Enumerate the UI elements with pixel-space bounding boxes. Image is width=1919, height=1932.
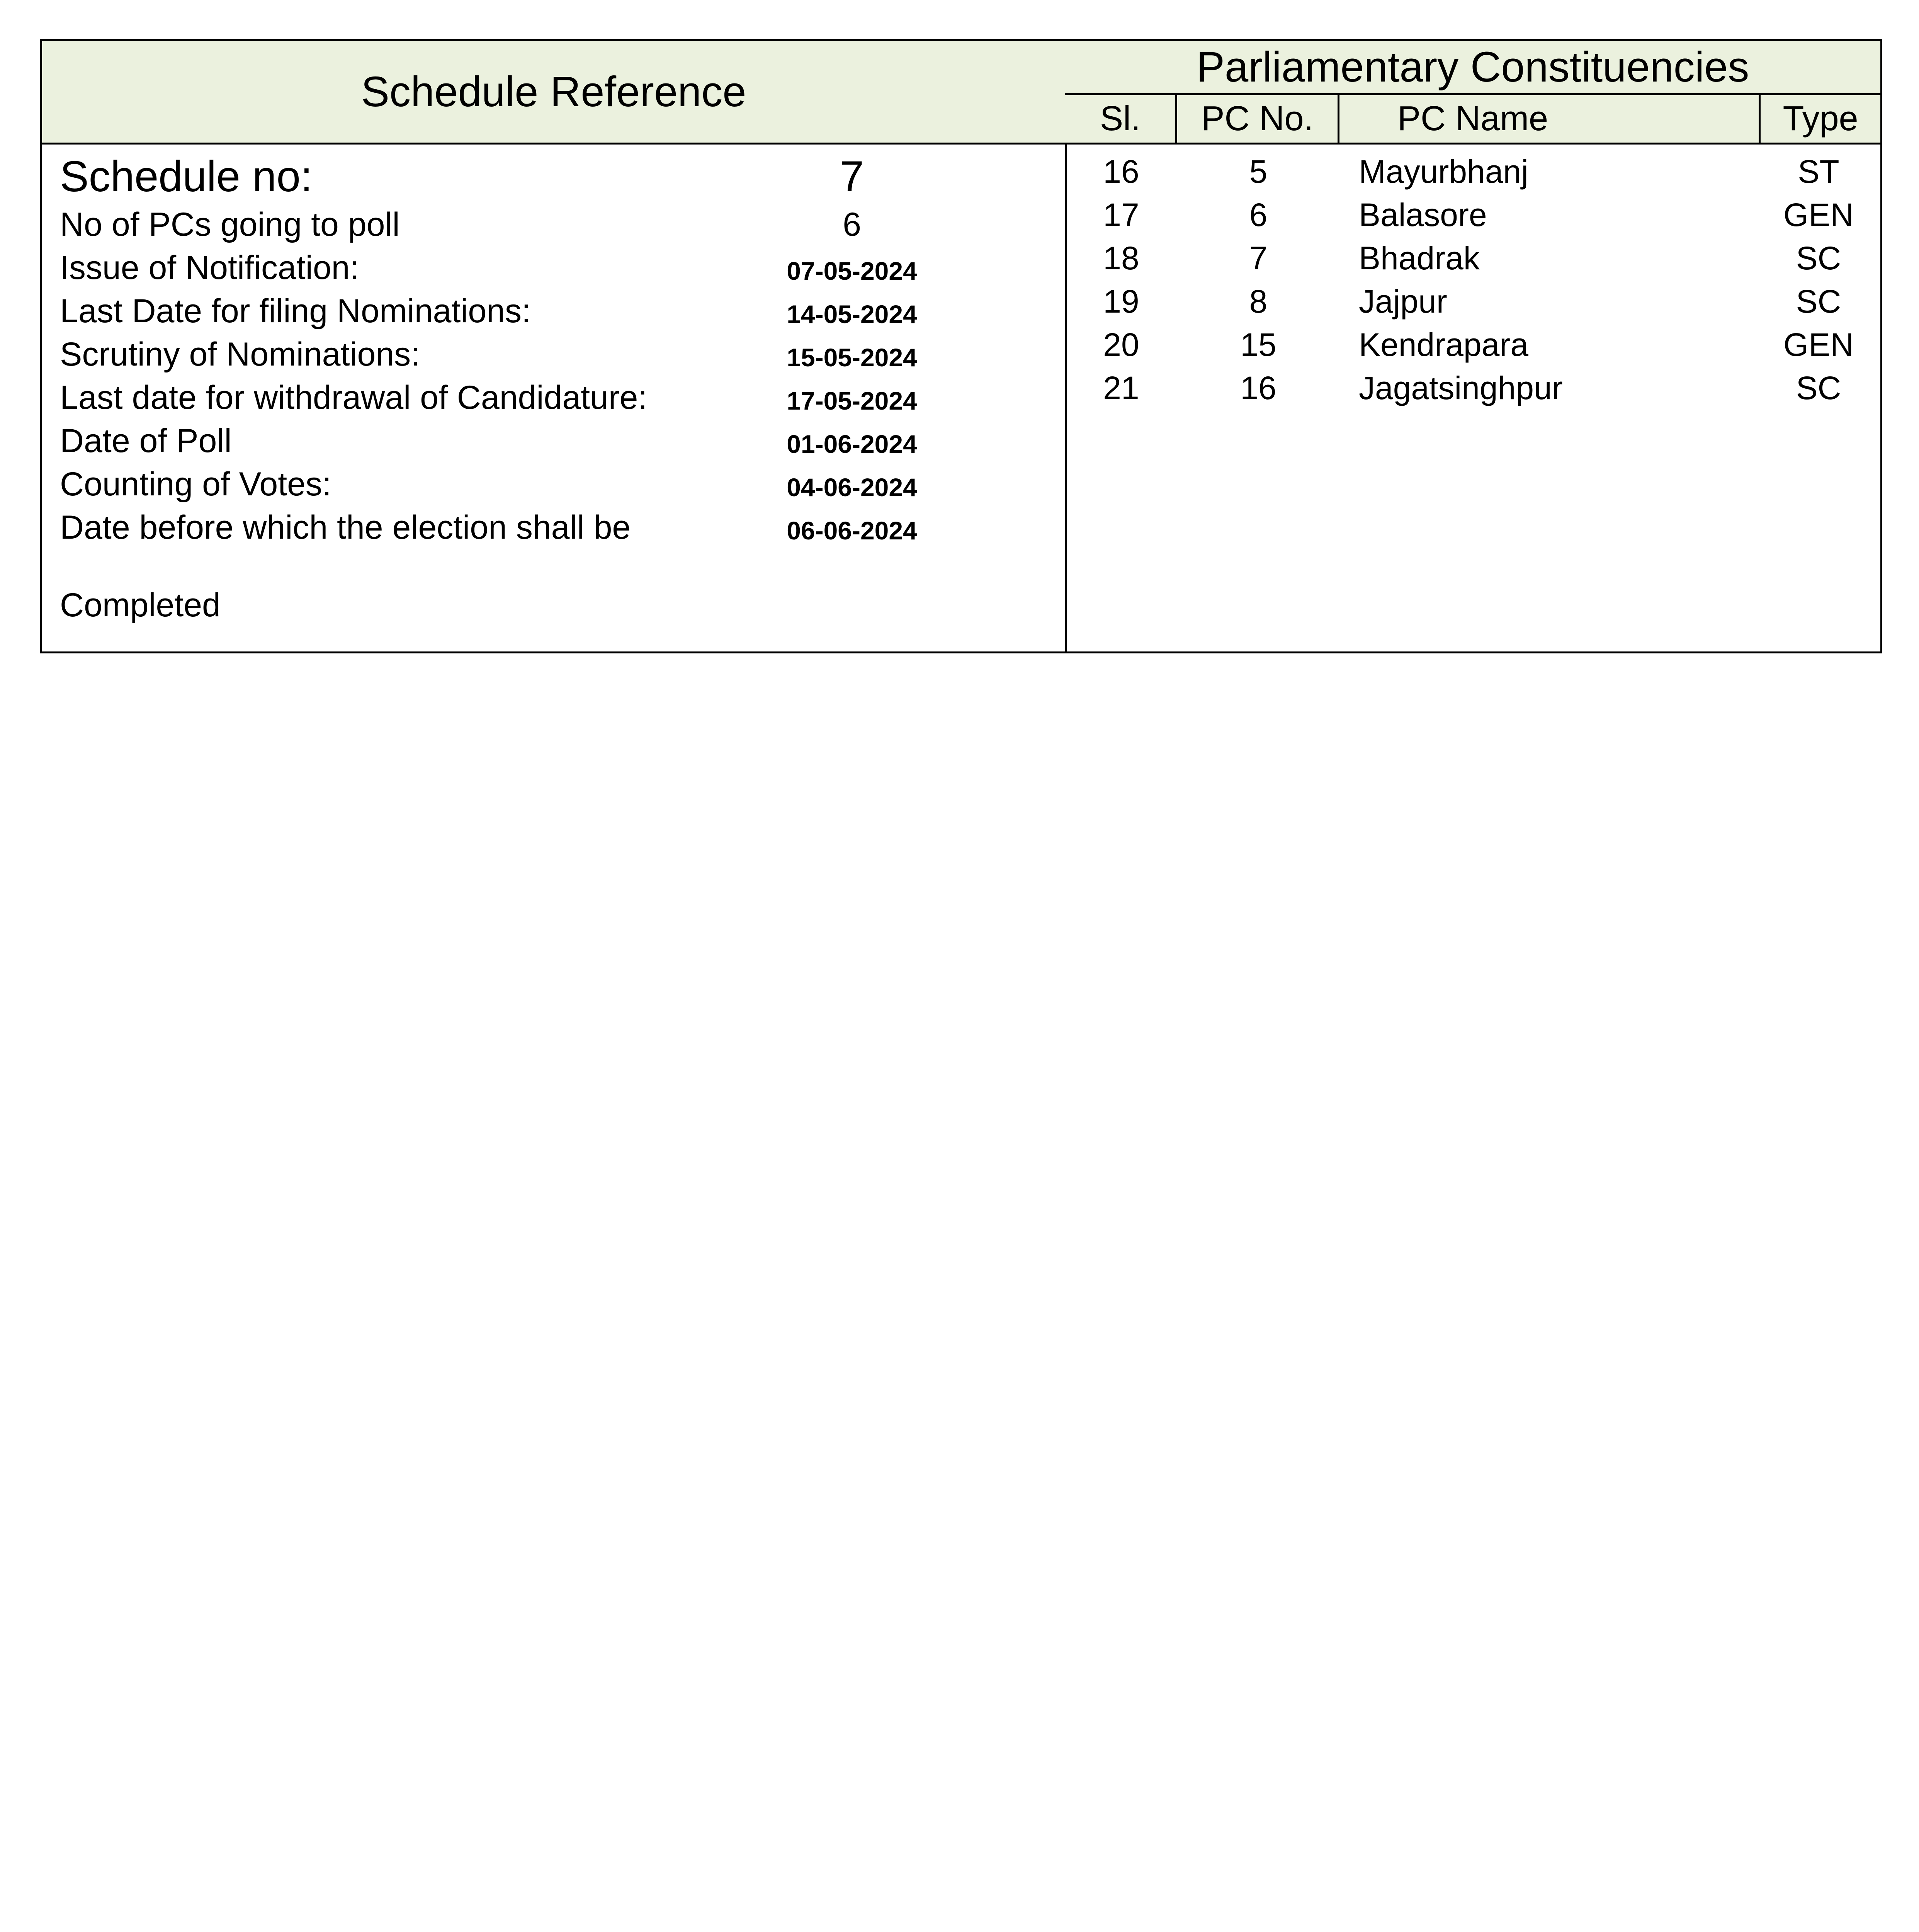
schedule-reference-title: Schedule Reference (361, 68, 746, 116)
pcs-label: No of PCs going to poll (60, 206, 400, 243)
schedule-date-value: 07-05-2024 (787, 257, 917, 285)
cell-pc-name: Jagatsinghpur (1359, 369, 1563, 406)
column-header-type: Type (1783, 99, 1858, 138)
cell-type: GEN (1783, 196, 1854, 233)
column-header-row (1065, 95, 1880, 145)
schedule-date-row (60, 287, 1049, 330)
cell-pc-name: Kendrapara (1359, 326, 1528, 363)
cell-type: SC (1796, 369, 1841, 406)
schedule-date-row (60, 244, 1049, 287)
schedule-reference-panel (42, 41, 1067, 651)
constituency-row (1065, 194, 1880, 236)
schedule-date-value: 15-05-2024 (787, 343, 917, 372)
cell-sl: 20 (1103, 326, 1139, 363)
cell-pc-name: Mayurbhanj (1359, 153, 1528, 190)
completed-label: Completed (60, 587, 221, 624)
schedule-date-label: Last Date for filing Nominations: (60, 293, 531, 330)
schedule-date-label: Date before which the election shall be (60, 509, 631, 546)
cell-pc-no: 5 (1249, 153, 1268, 190)
cell-type: ST (1798, 153, 1839, 190)
pcs-row (60, 201, 1049, 244)
schedule-date-value: 17-05-2024 (787, 386, 917, 415)
cell-pc-no: 6 (1249, 196, 1268, 233)
constituency-row (1065, 237, 1880, 279)
constituency-row (1065, 367, 1880, 409)
schedule-date-row (60, 460, 1049, 503)
cell-sl: 21 (1103, 369, 1139, 406)
constituency-row (1065, 323, 1880, 366)
cell-pc-no: 16 (1240, 369, 1277, 406)
schedule-date-label: Date of Poll (60, 422, 232, 459)
schedule-date-label: Counting of Votes: (60, 466, 331, 503)
schedule-date-row (60, 503, 1049, 547)
schedule-no-value: 7 (840, 152, 864, 201)
schedule-date-row (60, 417, 1049, 460)
cell-type: SC (1796, 240, 1841, 276)
schedule-date-label: Issue of Notification: (60, 249, 359, 286)
constituency-row (1065, 150, 1880, 193)
cell-sl: 16 (1103, 153, 1139, 190)
schedule-table (40, 39, 1882, 653)
cell-pc-name: Balasore (1359, 196, 1487, 233)
schedule-reference-header (42, 41, 1065, 145)
cell-sl: 18 (1103, 240, 1139, 276)
column-header-sl: Sl. (1065, 95, 1177, 143)
cell-type: SC (1796, 283, 1841, 320)
column-header-pc-no: PC No. (1177, 95, 1339, 143)
cell-pc-no: 15 (1240, 326, 1277, 363)
schedule-date-row (60, 330, 1049, 374)
column-header-pc-name: PC Name (1339, 95, 1761, 143)
cell-pc-name: Bhadrak (1359, 240, 1480, 276)
schedule-date-value: 06-06-2024 (787, 516, 917, 545)
cell-type: GEN (1783, 326, 1854, 363)
schedule-date-label: Scrutiny of Nominations: (60, 336, 420, 373)
cell-sl: 19 (1103, 283, 1139, 320)
constituencies-panel (1065, 41, 1880, 651)
schedule-no-label: Schedule no: (60, 152, 313, 201)
cell-sl: 17 (1103, 196, 1139, 233)
schedule-no-row (60, 151, 1049, 201)
cell-pc-no: 7 (1249, 240, 1268, 276)
constituencies-header (1065, 41, 1880, 95)
schedule-date-value: 04-06-2024 (787, 473, 917, 502)
schedule-date-row (60, 374, 1049, 417)
constituencies-title: Parliamentary Constituencies (1196, 43, 1749, 91)
schedule-date-value: 14-05-2024 (787, 300, 917, 328)
completed-row (60, 582, 1049, 624)
cell-pc-name: Jajpur (1359, 283, 1447, 320)
schedule-date-label: Last date for withdrawal of Candidature: (60, 379, 648, 416)
schedule-date-value: 01-06-2024 (787, 430, 917, 458)
pcs-value: 6 (843, 206, 861, 243)
constituency-row (1065, 280, 1880, 323)
cell-pc-no: 8 (1249, 283, 1268, 320)
